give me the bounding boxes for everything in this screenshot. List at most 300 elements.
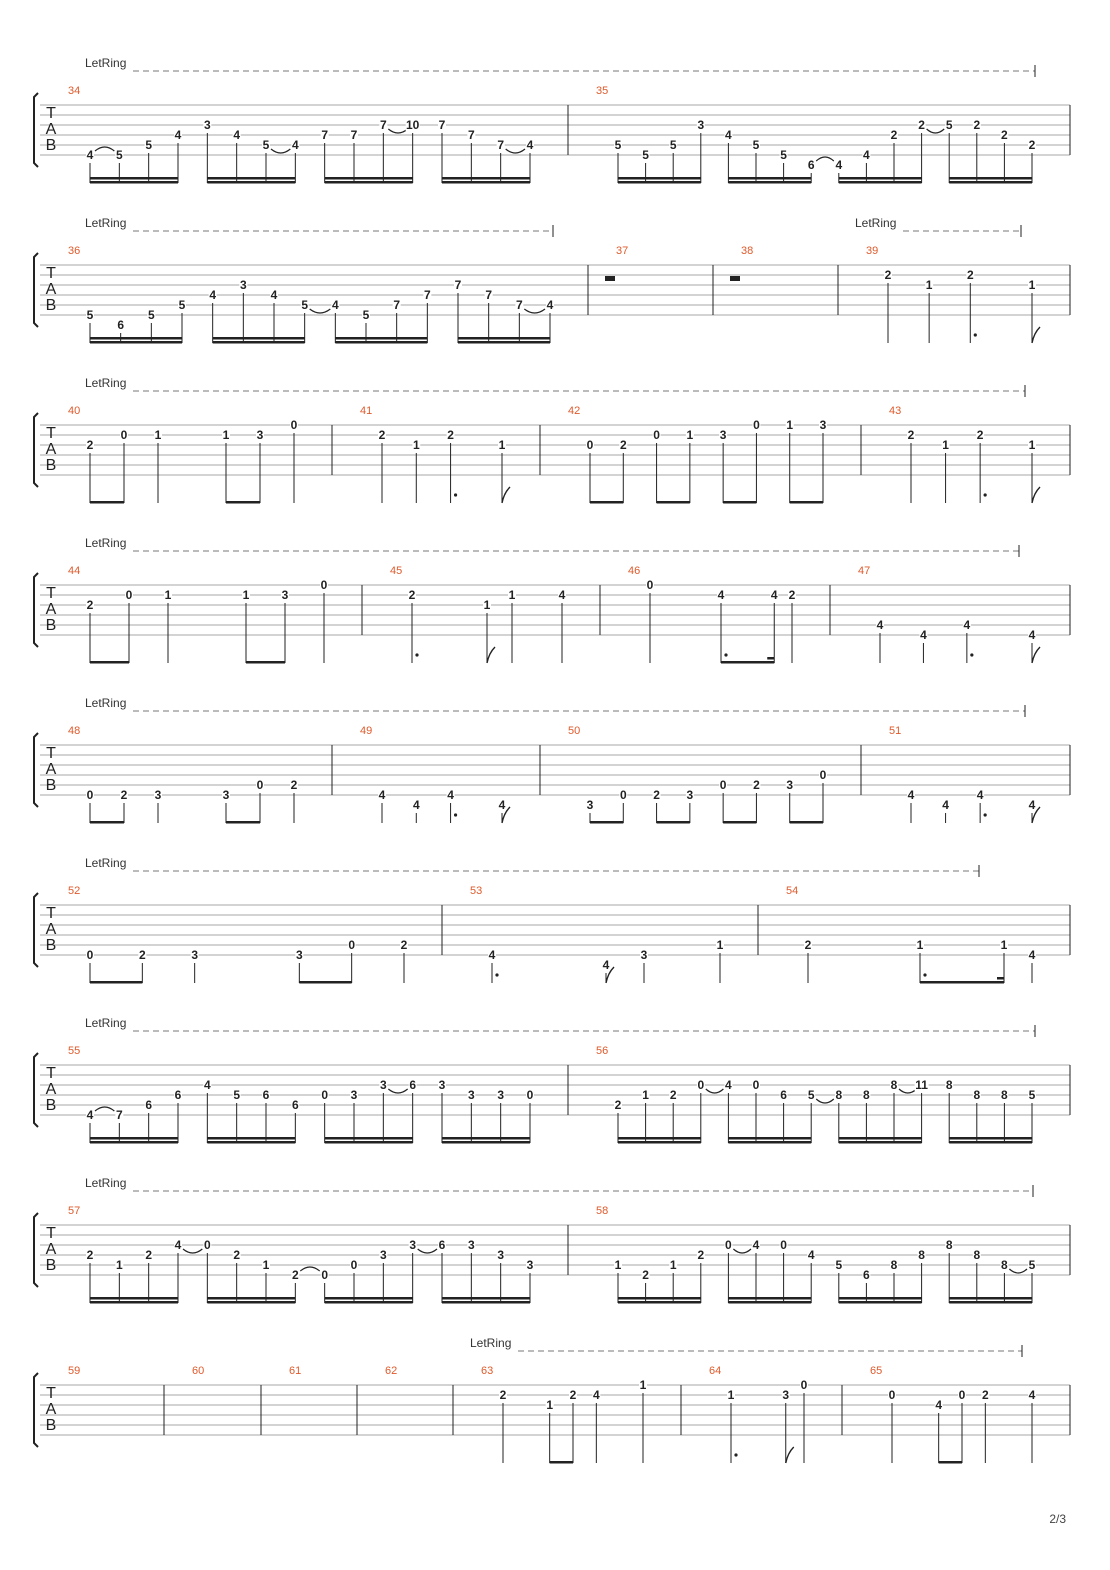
- tab-note: [321, 128, 329, 183]
- fret-number: 5: [642, 148, 649, 162]
- tie-arc: [388, 129, 407, 133]
- fret-number: 1: [412, 438, 420, 452]
- fret-number: 2: [291, 1268, 299, 1282]
- letring-label: LetRing: [85, 216, 127, 230]
- fret-number: 4: [935, 1398, 943, 1412]
- fret-number: 0: [719, 778, 727, 792]
- tab-clef-letter: T: [46, 585, 56, 602]
- measure-number: 35: [596, 85, 609, 97]
- measure: [68, 1205, 534, 1304]
- tab-note: [145, 138, 153, 183]
- measure-number: 62: [385, 1365, 398, 1377]
- measure-number: 45: [390, 565, 403, 577]
- tab-note: [222, 788, 230, 823]
- fret-number: 4: [863, 148, 870, 162]
- tab-note: [976, 788, 987, 823]
- tab-note: [412, 438, 420, 503]
- tab-note: [966, 268, 977, 343]
- tab-note: [239, 278, 247, 343]
- fret-number: 0: [586, 438, 594, 452]
- tie-arc: [733, 1249, 751, 1253]
- fret-number: 3: [719, 428, 727, 442]
- tab-note: [586, 438, 594, 503]
- beam: [90, 181, 178, 184]
- fret-number: 4: [526, 138, 534, 152]
- beam: [618, 1141, 701, 1144]
- tab-note: [270, 288, 278, 343]
- measure-number: 44: [68, 565, 81, 577]
- fret-number: 5: [807, 1088, 815, 1102]
- tab-note: [686, 788, 694, 823]
- tie-arc: [899, 1089, 917, 1093]
- tab-note: [602, 958, 614, 983]
- letring-label: LetRing: [855, 216, 897, 230]
- tab-note: [1028, 948, 1036, 983]
- tab-note: [438, 1238, 446, 1303]
- fret-number: 6: [145, 1098, 153, 1112]
- fret-number: 3: [497, 1248, 505, 1262]
- tab-note: [770, 588, 778, 663]
- tab-clef-letter: T: [46, 1225, 56, 1242]
- fret-number: 0: [290, 418, 298, 432]
- tab-note: [526, 1088, 534, 1143]
- fret-number: 4: [378, 788, 386, 802]
- tab-note: [890, 1078, 917, 1143]
- tab-note: [786, 418, 794, 503]
- tab-note: [1028, 1088, 1036, 1143]
- fret-number: 3: [222, 788, 230, 802]
- fret-number: 4: [291, 138, 299, 152]
- fret-number: 0: [350, 1258, 358, 1272]
- fret-number: 2: [447, 428, 454, 442]
- tab-note: [497, 1088, 505, 1143]
- tab-clef-letter: B: [45, 457, 57, 474]
- tab-note: [835, 1088, 843, 1143]
- measure-number: 55: [68, 1045, 81, 1057]
- tab-note: [835, 1258, 843, 1303]
- tab-note: [291, 1267, 319, 1303]
- fret-number: 4: [558, 588, 566, 602]
- measure: [470, 885, 724, 983]
- measure-number: 34: [68, 85, 81, 97]
- tab-clef-letter: A: [45, 281, 57, 298]
- beam: [90, 341, 182, 344]
- tab-note: [697, 1248, 705, 1303]
- tab-note: [780, 1088, 788, 1143]
- tab-note: [174, 1238, 202, 1303]
- measure: [596, 1045, 1036, 1144]
- tab-note: [164, 588, 172, 663]
- fret-number: 3: [239, 278, 247, 292]
- beam-secondary: [839, 1137, 922, 1140]
- fret-number: 1: [686, 428, 694, 442]
- fret-number: 2: [669, 1088, 677, 1102]
- tab-note: [619, 788, 627, 823]
- system-bracket: [34, 253, 38, 327]
- fret-number: 5: [262, 138, 270, 152]
- fret-number: 5: [780, 148, 787, 162]
- fret-number: 2: [400, 938, 408, 952]
- tab-note: [918, 118, 945, 183]
- whole-rest: [730, 276, 740, 281]
- augmentation-dot: [454, 493, 457, 496]
- fret-number: 0: [888, 1388, 896, 1402]
- fret-number: 0: [752, 1078, 760, 1092]
- fret-number: 6: [409, 1078, 417, 1092]
- tab-note: [958, 1388, 966, 1463]
- fret-number: 2: [981, 1388, 989, 1402]
- beam-secondary: [728, 177, 811, 180]
- tab-note: [819, 768, 827, 823]
- beam: [790, 501, 823, 504]
- tab-note: [724, 1078, 732, 1143]
- letring-label: LetRing: [85, 1176, 127, 1190]
- tab-note: [945, 1238, 953, 1303]
- fret-number: 4: [86, 148, 94, 162]
- fret-number: 2: [966, 268, 974, 282]
- tab-note: [1000, 1088, 1008, 1143]
- fret-number: 7: [379, 118, 387, 132]
- tab-note: [942, 438, 950, 503]
- tab-note: [423, 288, 431, 343]
- fret-number: 4: [1028, 628, 1036, 642]
- measure-number: 43: [889, 405, 902, 417]
- fret-number: 2: [1001, 128, 1008, 142]
- tab-note: [752, 778, 760, 823]
- beam-secondary: [325, 177, 413, 180]
- tab-note: [915, 1078, 929, 1143]
- tab-note: [780, 1238, 788, 1303]
- tie-arc: [506, 149, 525, 153]
- tab-system: [34, 216, 1070, 344]
- fret-number: 0: [86, 948, 94, 962]
- tab-note: [438, 1078, 446, 1143]
- fret-number: 2: [499, 1388, 507, 1402]
- tab-clef-letter: B: [45, 1417, 57, 1434]
- tab-system: [34, 1016, 1070, 1144]
- tab-note: [174, 1088, 182, 1143]
- beam: [723, 501, 756, 504]
- tab-note: [907, 428, 915, 503]
- augmentation-dot: [415, 653, 418, 656]
- beam-partial: [997, 977, 1004, 980]
- tab-note: [804, 938, 812, 983]
- beam: [839, 1141, 922, 1144]
- tab-note: [526, 138, 534, 183]
- fret-number: 8: [1001, 1258, 1008, 1272]
- fret-number: 0: [321, 1268, 329, 1282]
- tie-arc: [95, 1107, 114, 1111]
- fret-number: 4: [592, 1388, 600, 1402]
- measure-number: 53: [470, 885, 483, 897]
- measure: [628, 565, 796, 664]
- measure: [709, 1365, 808, 1463]
- beam-secondary: [207, 1137, 295, 1140]
- tab-note: [379, 1078, 407, 1143]
- fret-number: 8: [973, 1088, 981, 1102]
- measure-number: 40: [68, 405, 81, 417]
- measure: [360, 725, 510, 823]
- fret-number: 5: [945, 118, 953, 132]
- fret-number: 1: [716, 938, 724, 952]
- tab-note: [454, 278, 462, 343]
- beam: [90, 501, 124, 504]
- tab-note: [86, 788, 94, 823]
- beam: [442, 181, 530, 184]
- tab-note: [281, 588, 289, 663]
- tab-note: [981, 1388, 989, 1463]
- tab-note: [86, 598, 94, 663]
- measure-number: 58: [596, 1205, 609, 1217]
- tab-note: [919, 628, 927, 663]
- fret-number: 5: [233, 1088, 241, 1102]
- tab-note: [406, 118, 420, 183]
- tab-note: [1028, 438, 1040, 503]
- tab-note: [350, 128, 358, 183]
- beam: [90, 1301, 178, 1304]
- tab-note: [145, 1248, 153, 1303]
- fret-number: 2: [145, 1248, 153, 1262]
- tab-note: [291, 1098, 299, 1143]
- fret-number: 3: [640, 948, 648, 962]
- beam-secondary: [442, 177, 530, 180]
- fret-number: 0: [753, 418, 760, 432]
- tab-note: [614, 1258, 622, 1303]
- tab-note: [716, 938, 724, 983]
- fret-number: 1: [115, 1258, 123, 1272]
- tab-note: [438, 118, 446, 183]
- tab-note: [467, 128, 475, 183]
- measure-number: 41: [360, 405, 373, 417]
- measure-number: 49: [360, 725, 373, 737]
- tab-note: [907, 788, 915, 823]
- fret-number: 4: [942, 798, 949, 812]
- fret-number: 8: [945, 1238, 953, 1252]
- fret-number: 5: [178, 298, 186, 312]
- fret-number: 4: [770, 588, 778, 602]
- beam-secondary: [949, 177, 1032, 180]
- fret-number: 1: [498, 438, 506, 452]
- fret-number: 2: [697, 1248, 705, 1262]
- augmentation-dot: [970, 653, 973, 656]
- tab-note: [348, 938, 356, 983]
- fret-number: 6: [863, 1268, 870, 1282]
- tab-note: [467, 1238, 475, 1303]
- beam: [213, 341, 305, 344]
- measure: [870, 1365, 1036, 1464]
- measure: [605, 245, 628, 281]
- fret-number: 2: [233, 1248, 241, 1262]
- fret-number: 1: [546, 1398, 554, 1412]
- tab-clef-letter: A: [45, 761, 57, 778]
- measure: [889, 725, 1040, 823]
- fret-number: 1: [154, 428, 162, 442]
- beam: [207, 1141, 295, 1144]
- measure: [385, 1365, 397, 1377]
- fret-number: 0: [86, 788, 94, 802]
- tab-note: [1000, 128, 1008, 183]
- tab-note: [115, 1258, 123, 1303]
- tab-note: [586, 798, 594, 823]
- tab-note: [669, 1258, 677, 1303]
- measure-number: 61: [289, 1365, 302, 1377]
- fret-number: 3: [379, 1078, 387, 1092]
- tab-note: [290, 418, 298, 503]
- tab-note: [697, 1078, 724, 1143]
- beam: [90, 661, 129, 664]
- beam: [657, 821, 690, 824]
- beam-secondary: [335, 337, 427, 340]
- beam-secondary: [213, 337, 305, 340]
- fret-number: 4: [86, 1108, 94, 1122]
- tab-note: [125, 588, 133, 663]
- fret-number: 7: [485, 288, 493, 302]
- fret-number: 2: [653, 788, 660, 802]
- tab-system: [34, 856, 1070, 984]
- fret-number: 5: [669, 138, 677, 152]
- fret-number: 3: [379, 1248, 387, 1262]
- measure: [68, 85, 534, 184]
- tab-note: [945, 118, 953, 183]
- tab-note: [669, 138, 677, 183]
- measure-number: 52: [68, 885, 81, 897]
- fret-number: 1: [222, 428, 230, 442]
- fret-number: 7: [350, 128, 358, 142]
- beam-secondary: [949, 1137, 1032, 1140]
- beam: [949, 181, 1032, 184]
- measure: [68, 725, 298, 824]
- fret-number: 5: [115, 148, 123, 162]
- fret-number: 1: [942, 438, 949, 452]
- augmentation-dot: [974, 333, 977, 336]
- measure: [481, 1365, 647, 1464]
- tab-note: [1028, 138, 1036, 183]
- tab-note: [203, 118, 211, 183]
- measure: [68, 245, 554, 344]
- fret-number: 3: [467, 1238, 475, 1252]
- fret-number: 1: [1028, 278, 1036, 292]
- fret-number: 2: [973, 118, 981, 132]
- tab-note: [884, 268, 892, 343]
- tab-note: [154, 788, 162, 823]
- system-bracket: [34, 1053, 38, 1127]
- tab-note: [976, 428, 987, 503]
- tab-note: [233, 128, 241, 183]
- fret-number: 1: [1028, 438, 1036, 452]
- tie-arc: [816, 1099, 834, 1103]
- measure: [866, 245, 1040, 343]
- fret-number: 11: [915, 1078, 928, 1092]
- augmentation-dot: [923, 973, 926, 976]
- fret-number: 6: [438, 1238, 446, 1252]
- fret-number: 3: [203, 118, 211, 132]
- fret-number: 8: [945, 1078, 953, 1092]
- beam: [226, 821, 260, 824]
- tie-arc: [183, 1249, 202, 1253]
- fret-number: 0: [125, 588, 133, 602]
- eighth-flag: [1032, 647, 1040, 663]
- tab-note: [291, 138, 299, 183]
- tab-note: [717, 588, 728, 663]
- tab-note: [639, 1378, 647, 1463]
- measure: [360, 405, 510, 503]
- fret-number: 3: [526, 1258, 534, 1272]
- tab-note: [807, 1248, 815, 1303]
- fret-number: 2: [890, 128, 898, 142]
- tab-note: [697, 118, 705, 183]
- fret-number: 0: [819, 768, 827, 782]
- fret-number: 7: [497, 138, 505, 152]
- system-bracket: [34, 93, 38, 167]
- fret-number: 3: [782, 1388, 790, 1402]
- augmentation-dot: [984, 493, 987, 496]
- fret-number: 2: [918, 118, 925, 132]
- fret-number: 0: [958, 1388, 966, 1402]
- fret-number: 2: [884, 268, 892, 282]
- measure-number: 39: [866, 245, 879, 257]
- fret-number: 3: [497, 1088, 505, 1102]
- tab-clef-letter: A: [45, 1401, 57, 1418]
- beam: [949, 1301, 1032, 1304]
- beam: [721, 661, 774, 664]
- tab-note: [653, 788, 661, 823]
- beam: [790, 821, 823, 824]
- fret-number: 2: [569, 1388, 577, 1402]
- beam: [90, 981, 142, 984]
- tab-note: [526, 1258, 534, 1303]
- fret-number: 2: [619, 438, 627, 452]
- measure-number: 47: [858, 565, 871, 577]
- eighth-flag: [1032, 487, 1040, 503]
- measure: [730, 245, 753, 281]
- measure-number: 65: [870, 1365, 883, 1377]
- fret-number: 4: [1028, 798, 1036, 812]
- measure-number: 59: [68, 1365, 81, 1377]
- augmentation-dot: [734, 1453, 737, 1456]
- fret-number: 4: [835, 158, 843, 172]
- fret-number: 4: [233, 128, 241, 142]
- fret-number: 7: [438, 118, 446, 132]
- letring-label: LetRing: [85, 1016, 127, 1030]
- tab-note: [209, 288, 217, 343]
- tab-note: [546, 298, 554, 343]
- tab-clef-letter: B: [45, 1257, 57, 1274]
- fret-number: 2: [804, 938, 812, 952]
- tab-clef-letter: T: [46, 265, 56, 282]
- tie-arc: [816, 157, 834, 161]
- tab-note: [321, 1088, 329, 1143]
- tab-note: [1000, 938, 1008, 983]
- tab-note: [592, 1388, 600, 1463]
- system-bracket: [34, 1373, 38, 1447]
- beam: [839, 1301, 922, 1304]
- beam-secondary: [458, 337, 550, 340]
- fret-number: 6: [291, 1098, 299, 1112]
- fret-number: 2: [290, 778, 298, 792]
- eighth-flag: [487, 647, 495, 663]
- tab-clef-letter: T: [46, 905, 56, 922]
- fret-number: 4: [488, 948, 496, 962]
- tab-clef-letter: T: [46, 105, 56, 122]
- beam-secondary: [618, 1137, 701, 1140]
- tab-note: [350, 1088, 358, 1143]
- tab-note: [120, 788, 128, 823]
- measure-number: 42: [568, 405, 581, 417]
- letring-label: LetRing: [85, 696, 127, 710]
- fret-number: 2: [976, 428, 984, 442]
- fret-number: 4: [963, 618, 971, 632]
- tab-note: [138, 948, 146, 983]
